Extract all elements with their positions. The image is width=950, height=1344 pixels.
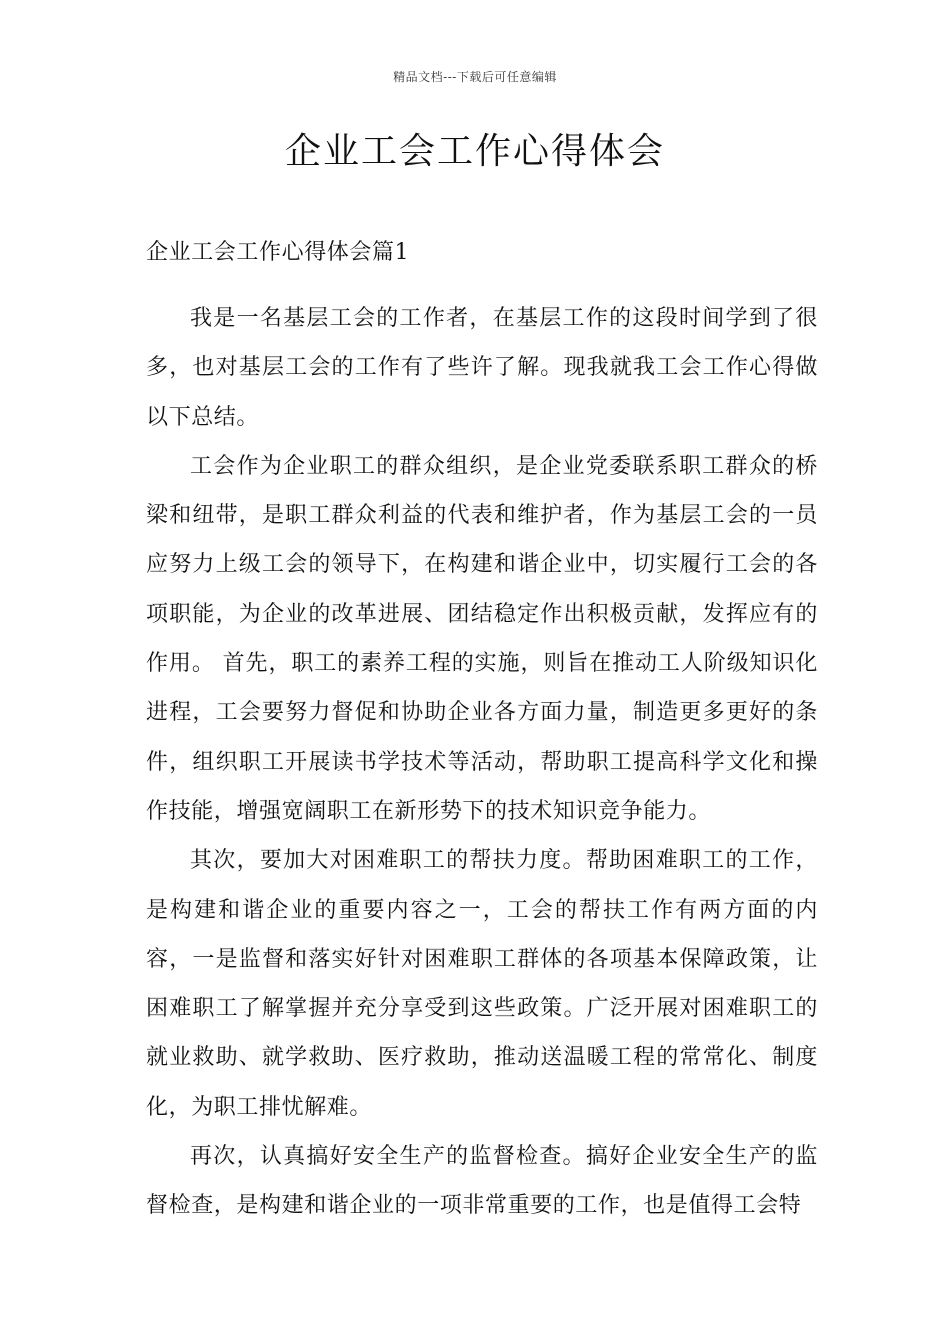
- document-title: 企业工会工作心得体会: [284, 131, 665, 172]
- paragraph-2: 工会作为企业职工的群众组织，是企业党委联系职工群众的桥梁和纽带，是职工群众利益的代表和维护者，作为基层工会的一员应努力上级工会的领导下，在构建和谐企业中，切实履行工会的各项职能，为企业的改革进展、团结稳定作出积极贡献，发挥应有的作用。 首先，职工的素养工程的实施，则旨在推动工人阶级知识化进程，工会要努力督促和协助企业各方面力量，制造更多更好的条件，组织职工开展读书学技术等活动，帮助职工提高科学文化和操作技能，增强宽阔职工在新形势下的技术知识竞争能力。: [146, 453, 818, 824]
- section-heading: 企业工会工作心得体会篇1: [146, 240, 410, 265]
- paragraph-3: 其次，要加大对困难职工的帮扶力度。帮助困难职工的工作，是构建和谐企业的重要内容之一，工会的帮扶工作有两方面的内容，一是监督和落实好针对困难职工群体的各项基本保障政策，让困难职工了解掌握并充分享受到这些政策。广泛开展对困难职工的就业救助、就学救助、医疗救助，推动送温暖工程的常常化、制度化，为职工排忧解难。: [146, 848, 818, 1120]
- paragraph-4: 再次，认真搞好安全生产的监督检查。搞好企业安全生产的监督检查，是构建和谐企业的一项非常重要的工作，也是值得工会特: [146, 1144, 818, 1219]
- document-body: [146, 234, 818, 1231]
- header-note: 精品文档---下载后可任意编辑: [393, 70, 557, 84]
- paragraph-1: 我是一名基层工会的工作者，在基层工作的这段时间学到了很多，也对基层工会的工作有了些许了解。现我就我工会工作心得做以下总结。: [146, 306, 818, 430]
